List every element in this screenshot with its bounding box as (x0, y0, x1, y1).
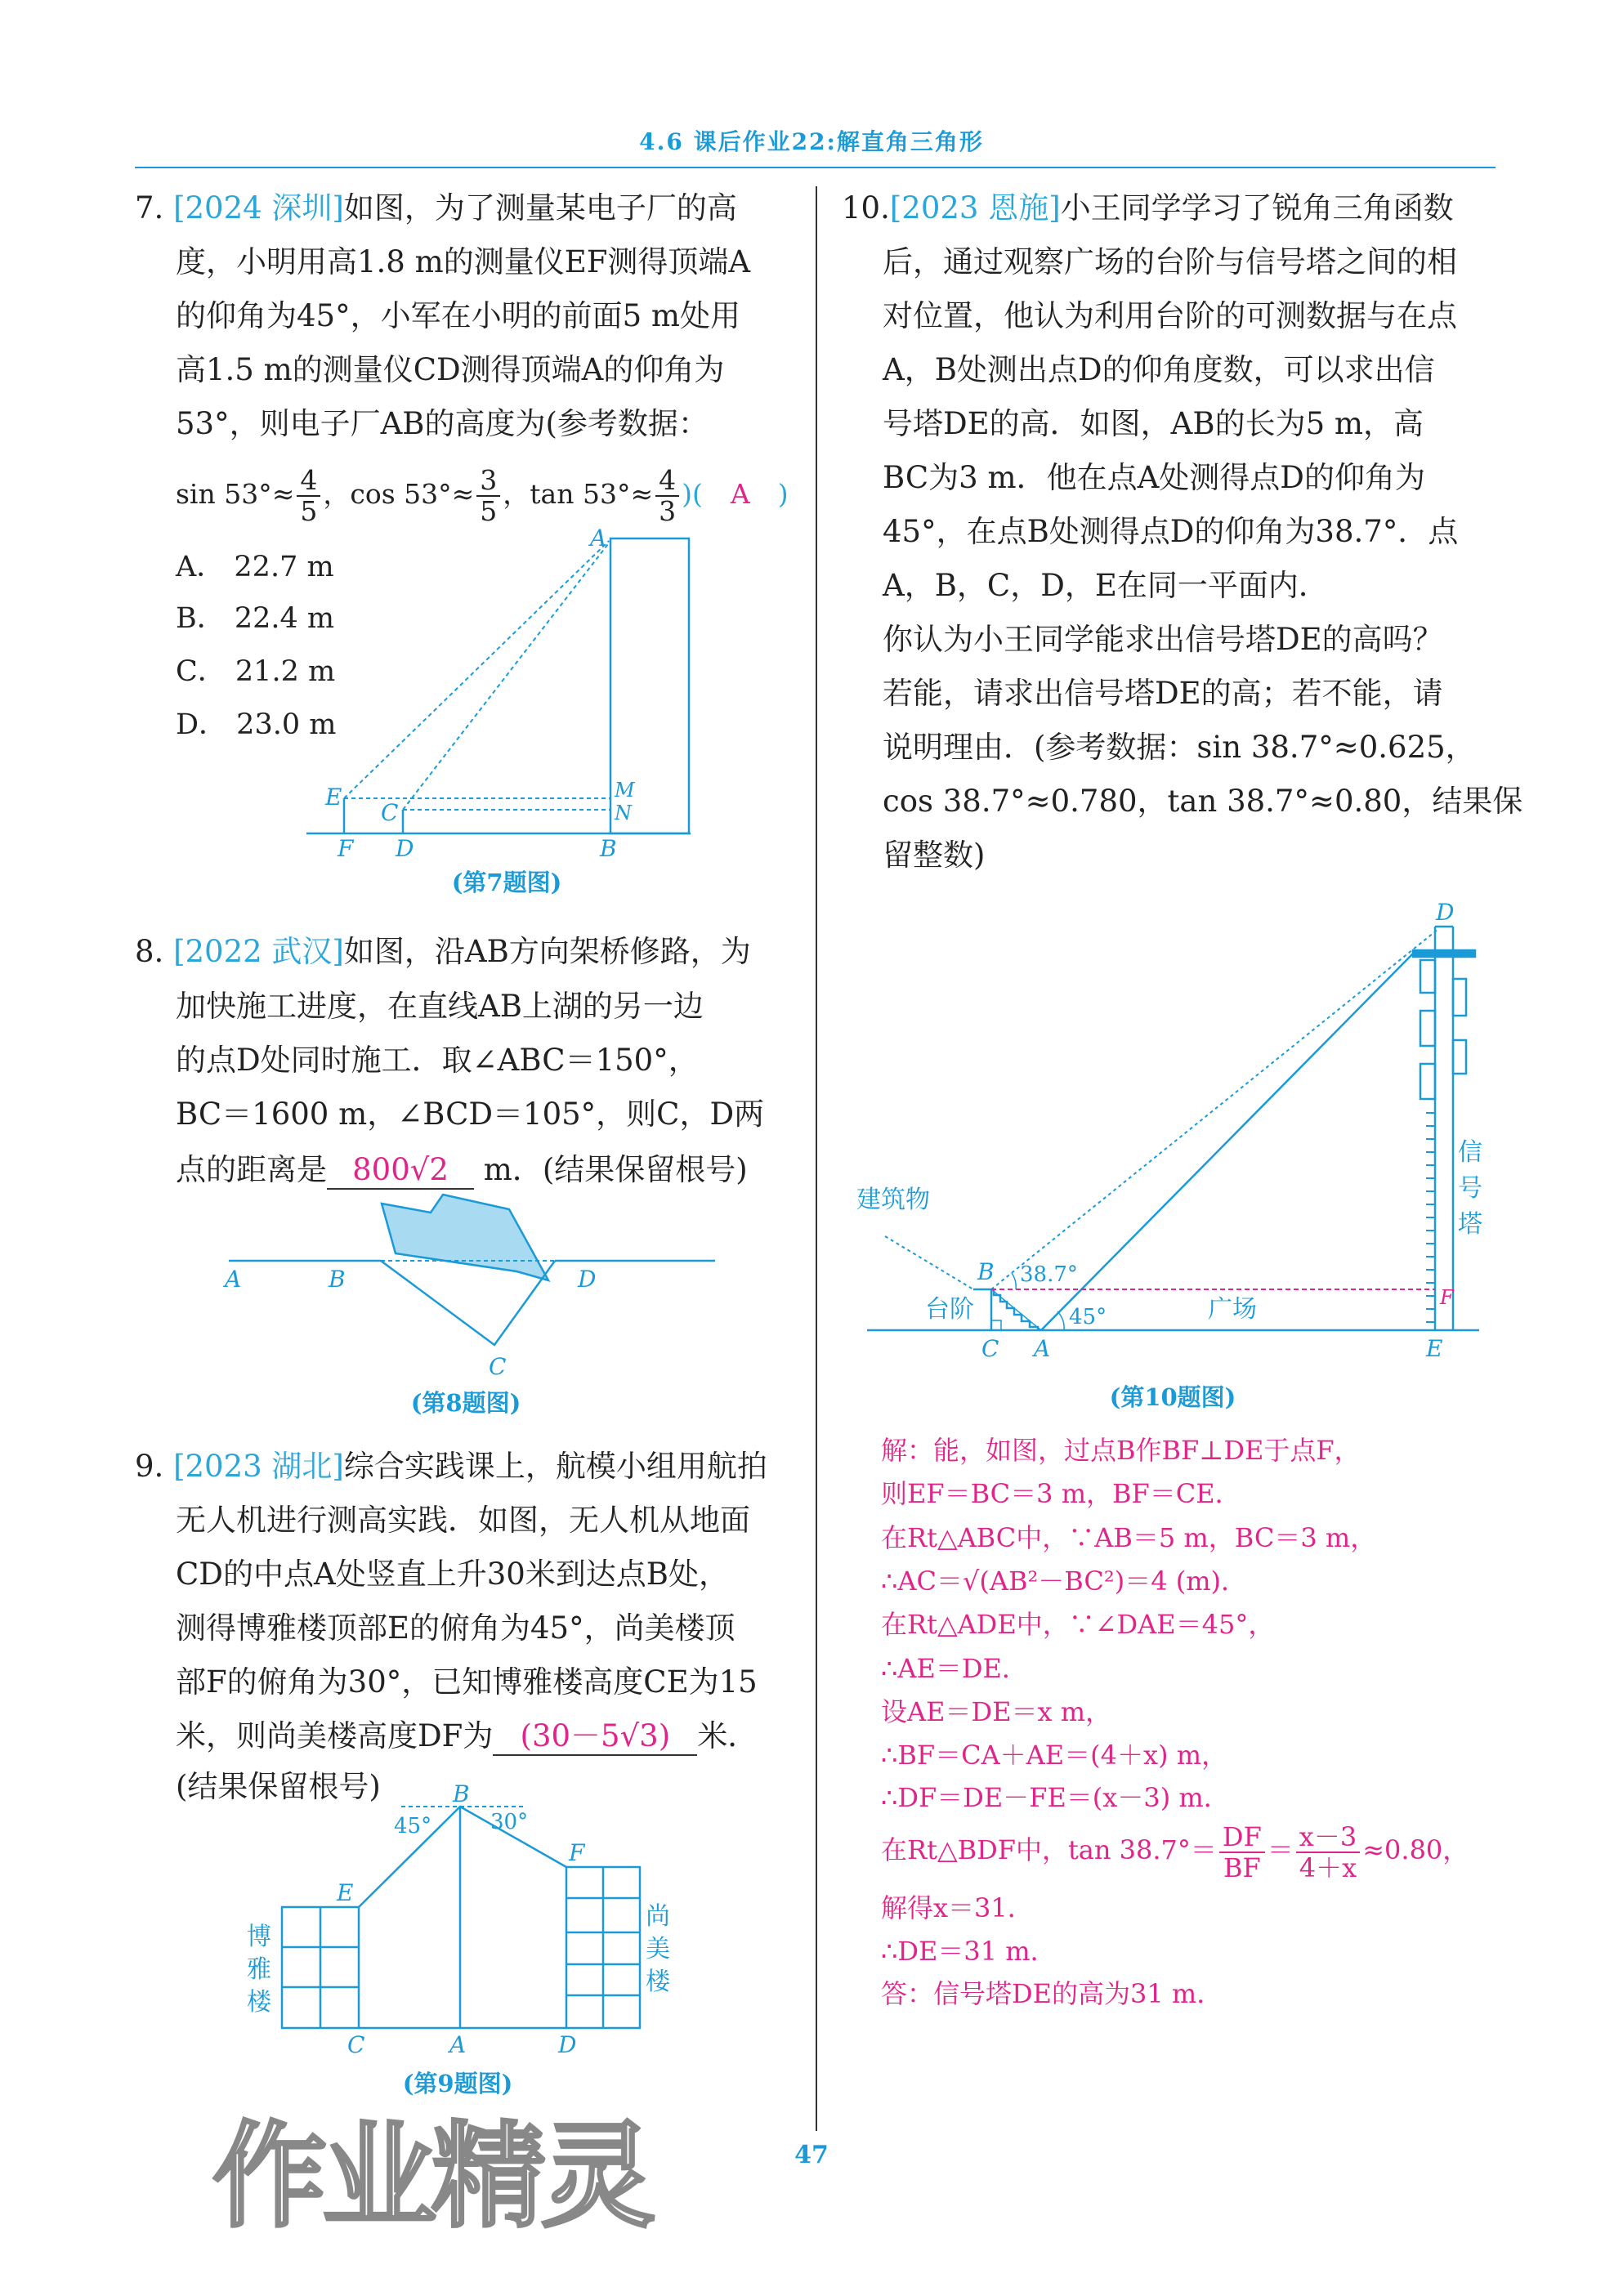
denominator: BF (1223, 1852, 1261, 1883)
building-edge (885, 1236, 973, 1289)
char: 楼 (646, 1968, 670, 1996)
sight-line-a (1041, 954, 1413, 1330)
sight-lines (344, 541, 610, 810)
label-f: F (1440, 1286, 1454, 1309)
ref-text: sin 53°≈ (176, 478, 295, 510)
q7-text: 53°，则电子厂AB的高度为(参考数据： (176, 406, 709, 441)
solution-line: 解得x＝31． (881, 1892, 1034, 1923)
label-e: E (337, 1879, 354, 1906)
q10-text: 45°，在点B处测得点D的仰角为38.7°．点 (883, 514, 1459, 549)
char: 号 (1458, 1174, 1482, 1203)
boya-label (247, 1923, 272, 2017)
q7-text: 高1.5 m的测量仪CD测得顶端A的仰角为 (176, 352, 725, 387)
label-e: E (1426, 1335, 1443, 1362)
q10-text: 小王同学学习了锐角三角函数 (1060, 190, 1454, 226)
solution-line: 则EF＝BC＝3 m，BF＝CE． (881, 1478, 1241, 1509)
sol-text: 在Rt△BDF中，tan 38.7°＝ (881, 1834, 1217, 1865)
q9-text: 综合实践课上，航模小组用航拍 (343, 1449, 767, 1484)
q8-text: m．(结果保留根号) (474, 1152, 748, 1187)
steps-label: 台阶 (925, 1295, 974, 1324)
q7-option-a: A． 22.7 m (176, 551, 334, 583)
denominator: 5 (480, 495, 498, 527)
q8-text: BC＝1600 m，∠BCD＝105°，则C，D两 (176, 1097, 765, 1132)
paren: )( (682, 478, 703, 510)
q7-option-d: D． 23.0 m (176, 708, 337, 741)
tower-label (1458, 1138, 1482, 1239)
label-a: A (1034, 1335, 1051, 1362)
char: 博 (247, 1923, 271, 1951)
denominator: 5 (300, 495, 318, 527)
q10-text: 若能，请求出信号塔DE的高；若不能，请 (883, 676, 1443, 711)
solution-line: 在Rt△ABC中，∵AB＝5 m，BC＝3 m， (881, 1522, 1377, 1553)
solution-line: ∴AE＝DE． (881, 1653, 1028, 1684)
label-a: A (449, 2031, 467, 2058)
q10-figure-caption: (第10题图) (1109, 1383, 1236, 1411)
q10-text: 对位置，他认为利用台阶的可测数据与在点 (883, 298, 1457, 333)
denominator: 4＋x (1299, 1852, 1357, 1883)
q9-answer: (30－5√3) (493, 1718, 697, 1756)
figure-7-labels (324, 525, 636, 862)
figure-9-labels (247, 1780, 671, 2058)
q9-source: [2023 湖北] (173, 1449, 344, 1484)
char: 信 (1458, 1138, 1482, 1167)
page-header: 4.6 课后作业22:解直角三角形 (639, 128, 984, 155)
q10-text: 后，通过观察广场的台阶与信号塔之间的相 (883, 244, 1457, 279)
q7-text: 的仰角为45°，小军在小明的前面5 m处用 (176, 298, 740, 333)
q10-text: BC为3 m．他在点A处测得点D的仰角为 (883, 460, 1425, 495)
label-d: D (1436, 899, 1455, 926)
page-number: 47 (794, 2141, 829, 2169)
sol-text: ＝ (1267, 1834, 1294, 1865)
q10-text: 你认为小王同学能求出信号塔DE的高吗？ (883, 622, 1443, 657)
q9-number: 9. (135, 1449, 164, 1484)
q8-source: [2022 武汉] (173, 934, 344, 969)
numerator: DF (1219, 1822, 1265, 1853)
q9-text: 米，则尚美楼高度DF为 (176, 1718, 494, 1753)
lake (382, 1195, 548, 1280)
label-n: N (615, 802, 632, 824)
sight-lines (359, 1807, 566, 1907)
q8-text: 的点D处同时施工．取∠ABC＝150°， (176, 1043, 699, 1078)
q7-figure-caption: (第7题图) (451, 869, 562, 896)
q8-text: 加快施工进度，在直线AB上湖的另一边 (176, 989, 704, 1024)
char: 尚 (646, 1902, 670, 1931)
q7-text: 度，小明用高1.8 m的测量仪EF测得顶端A (176, 244, 751, 279)
angle-45: 45° (1069, 1305, 1107, 1329)
solution-line: 设AE＝DE＝x m， (881, 1696, 1112, 1727)
label-c: C (381, 799, 399, 826)
solution-line: ∴BF＝CA＋AE＝(4＋x) m， (881, 1740, 1228, 1771)
q10-text: 留整数) (883, 838, 986, 873)
q9-text: 测得博雅楼顶部E的俯角为45°，尚美楼顶 (176, 1610, 735, 1646)
q10-text: 号塔DE的高．如图，AB的长为5 m，高 (883, 406, 1424, 441)
numerator: 4 (297, 466, 320, 497)
tower-crossbar (1413, 950, 1475, 957)
solution-line: 答：信号塔DE的高为31 m． (881, 1978, 1223, 2009)
solution-line: 解：能，如图，过点B作BF⊥DE于点F， (881, 1435, 1361, 1466)
label-c: C (981, 1335, 999, 1362)
angle-38-7: 38.7° (1020, 1262, 1078, 1287)
q9-text: CD的中点A处竖直上升30米到达点B处， (176, 1557, 729, 1592)
q10-text: A，B处测出点D的仰角度数，可以求出信 (883, 352, 1435, 387)
q7-answer: A (730, 478, 750, 510)
label-b: B (329, 1266, 346, 1293)
solution-line: ∴DF＝DE－FE＝(x－3) m． (881, 1782, 1230, 1813)
label-c: C (489, 1353, 507, 1380)
shangmei-label (646, 1902, 671, 1996)
solution-line: 在Rt△ADE中，∵∠DAE＝45°， (881, 1609, 1275, 1640)
q7-option-b: B． 22.4 m (176, 602, 335, 635)
figure-8 (229, 1195, 715, 1345)
q8-answer: 800√2 (327, 1152, 474, 1190)
numerator: 4 (655, 466, 679, 497)
label-a: A (225, 1266, 242, 1293)
numerator: 3 (476, 466, 500, 497)
q9-text: 部F的俯角为30°，已知博雅楼高度CE为15 (176, 1664, 758, 1700)
label-a: A (590, 525, 607, 552)
angle-30: 30° (490, 1810, 529, 1834)
label-b: B (977, 1258, 995, 1285)
q7-source: [2024 深圳] (173, 190, 344, 226)
q8-text: 点的距离是 (176, 1152, 327, 1187)
q7-number: 7. (135, 190, 164, 226)
denominator: 3 (659, 495, 677, 527)
q10-text: 说明理由．(参考数据：sin 38.7°≈0.625， (883, 730, 1476, 765)
angle-45: 45° (394, 1814, 432, 1838)
q8-figure-caption: (第8题图) (410, 1389, 521, 1417)
q8-text: 如图，沿AB方向架桥修路，为 (343, 934, 751, 969)
solution-line: ∴AC＝√(AB²－BC²)＝4 (m)． (881, 1566, 1248, 1597)
figure-9 (282, 1807, 640, 2028)
label-d: D (558, 2031, 577, 2058)
label-d: D (578, 1266, 597, 1293)
q7-option-c: C． 21.2 m (176, 655, 336, 688)
q9-figure-caption: (第9题图) (402, 2070, 513, 2097)
label-f: F (338, 835, 354, 862)
numerator: x－3 (1296, 1822, 1360, 1853)
label-b: B (453, 1780, 470, 1807)
plaza-label: 广场 (1208, 1295, 1257, 1324)
ref-text: ，cos 53°≈ (323, 478, 475, 510)
q10-number: 10. (842, 190, 890, 226)
building-label: 建筑物 (856, 1186, 930, 1214)
solution-line: ∴DE＝31 m． (881, 1936, 1057, 1967)
label-f: F (569, 1839, 585, 1866)
q9-text: (结果保留根号) (176, 1769, 381, 1804)
char: 雅 (247, 1955, 271, 1984)
figure-10 (867, 927, 1479, 1330)
q7-text: 如图，为了测量某电子厂的高 (343, 190, 737, 226)
label-b: B (600, 835, 617, 862)
char: 楼 (247, 1988, 271, 2017)
label-c: C (347, 2031, 365, 2058)
sol-text: ≈0.80， (1362, 1834, 1469, 1865)
sight-line-b (991, 929, 1438, 1289)
paren: ) (777, 478, 789, 510)
label-d: D (396, 835, 414, 862)
watermark-logo: 作业精灵 (212, 2111, 651, 2244)
q9-text: 无人机进行测高实践．如图，无人机从地面 (176, 1503, 750, 1538)
char: 美 (646, 1935, 670, 1963)
q10-source: [2023 恩施] (889, 190, 1061, 226)
q8-number: 8. (135, 934, 164, 969)
ref-text: ，tan 53°≈ (503, 478, 654, 510)
q10-text: cos 38.7°≈0.780，tan 38.7°≈0.80，结果保 (883, 784, 1523, 819)
label-e: E (325, 784, 342, 811)
label-m: M (615, 779, 635, 802)
q9-text: 米． (697, 1718, 758, 1753)
q10-text: A，B，C，D，E在同一平面内． (883, 568, 1329, 603)
char: 塔 (1458, 1210, 1482, 1239)
